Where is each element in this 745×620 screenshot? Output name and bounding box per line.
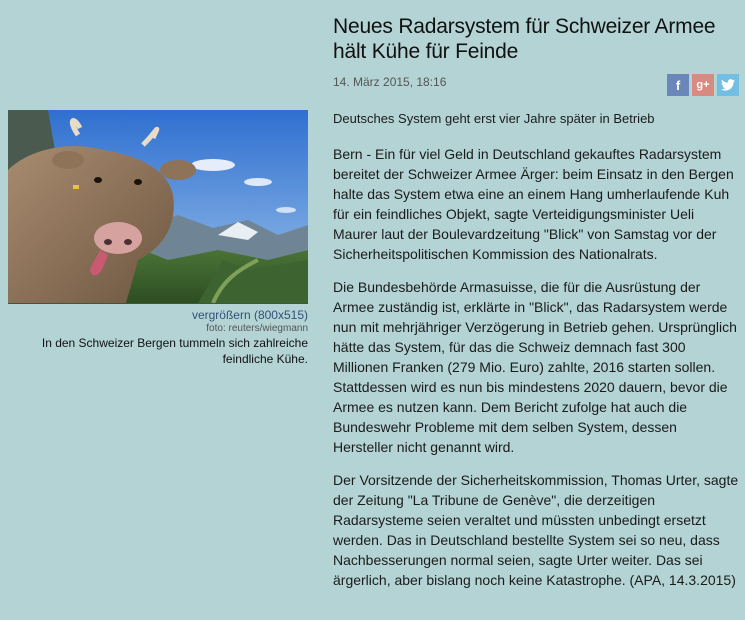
- article-dateline: 14. März 2015, 18:16: [333, 75, 447, 89]
- image-column: [8, 110, 308, 367]
- photo-credit: foto: reuters/wiegmann: [206, 323, 308, 334]
- article-meta: [333, 75, 739, 99]
- photo-caption: In den Schweizer Bergen tummeln sich zahlreiche feindliche Kühe.: [41, 336, 308, 366]
- article-lead: Deutsches System geht erst vier Jahre später in Betrieb: [333, 111, 655, 126]
- google-plus-icon[interactable]: g+: [692, 74, 714, 96]
- article-column: [333, 14, 739, 590]
- facebook-icon[interactable]: f: [667, 74, 689, 96]
- article-paragraph-2: Die Bundesbehörde Armasuisse, die für die Ausrüstung der Armee zuständig ist, erklärte in "Blick", das Radarsystem werde nun mit mehrjähriger Verzögerung in Betrieb gehen. Ursprünglich hätte das System, für das die Schweiz demnach fast 300 Millionen Franken (279 Mio. Euro) zahlte, 2016 starten sollen. Stattdessen wird es nun bis mindestens 2020 dauern, bevor die Armee es nutzen kann. Dem Bericht zufolge hat auch die Bundeswehr Probleme mit dem selben System, dessen Hersteller nicht genannt wird.: [333, 279, 737, 455]
- article-headline: Neues Radarsystem für Schweizer Armee hält Kühe für Feinde: [333, 15, 716, 63]
- social-share-bar: [667, 74, 739, 96]
- article-paragraph-3: Der Vorsitzende der Sicherheitskommission, Thomas Urter, sagte der Zeitung "La Tribune de Genève", die derzeitigen Radarsysteme seien veraltet und müssten unbedingt ersetzt werden. Das in Deutschland bestellte System sei so neu, dass Nachbesserungen normal seien, sagte Urter weiter. Das sei ärgerlich, aber bislang noch keine Katastrophe. (APA, 14.3.2015): [333, 472, 739, 588]
- enlarge-image-link[interactable]: vergrößern (800x515): [191, 308, 308, 322]
- cow-photo[interactable]: [8, 110, 308, 304]
- twitter-icon[interactable]: [717, 74, 739, 96]
- article-paragraph-1: Bern - Ein für viel Geld in Deutschland gekauftes Radarsystem bereitet der Schweizer Armee Ärger: beim Einsatz in den Bergen halte das System etwa eine an einem Hang umherlaufende Kuh für ein feindliches Objekt, sagte Verteidigungsminister Ueli Maurer laut der Boulevardzeitung "Blick" von Samstag vor der Sicherheitspolitischen Kommission des Nationalrats.: [333, 146, 734, 262]
